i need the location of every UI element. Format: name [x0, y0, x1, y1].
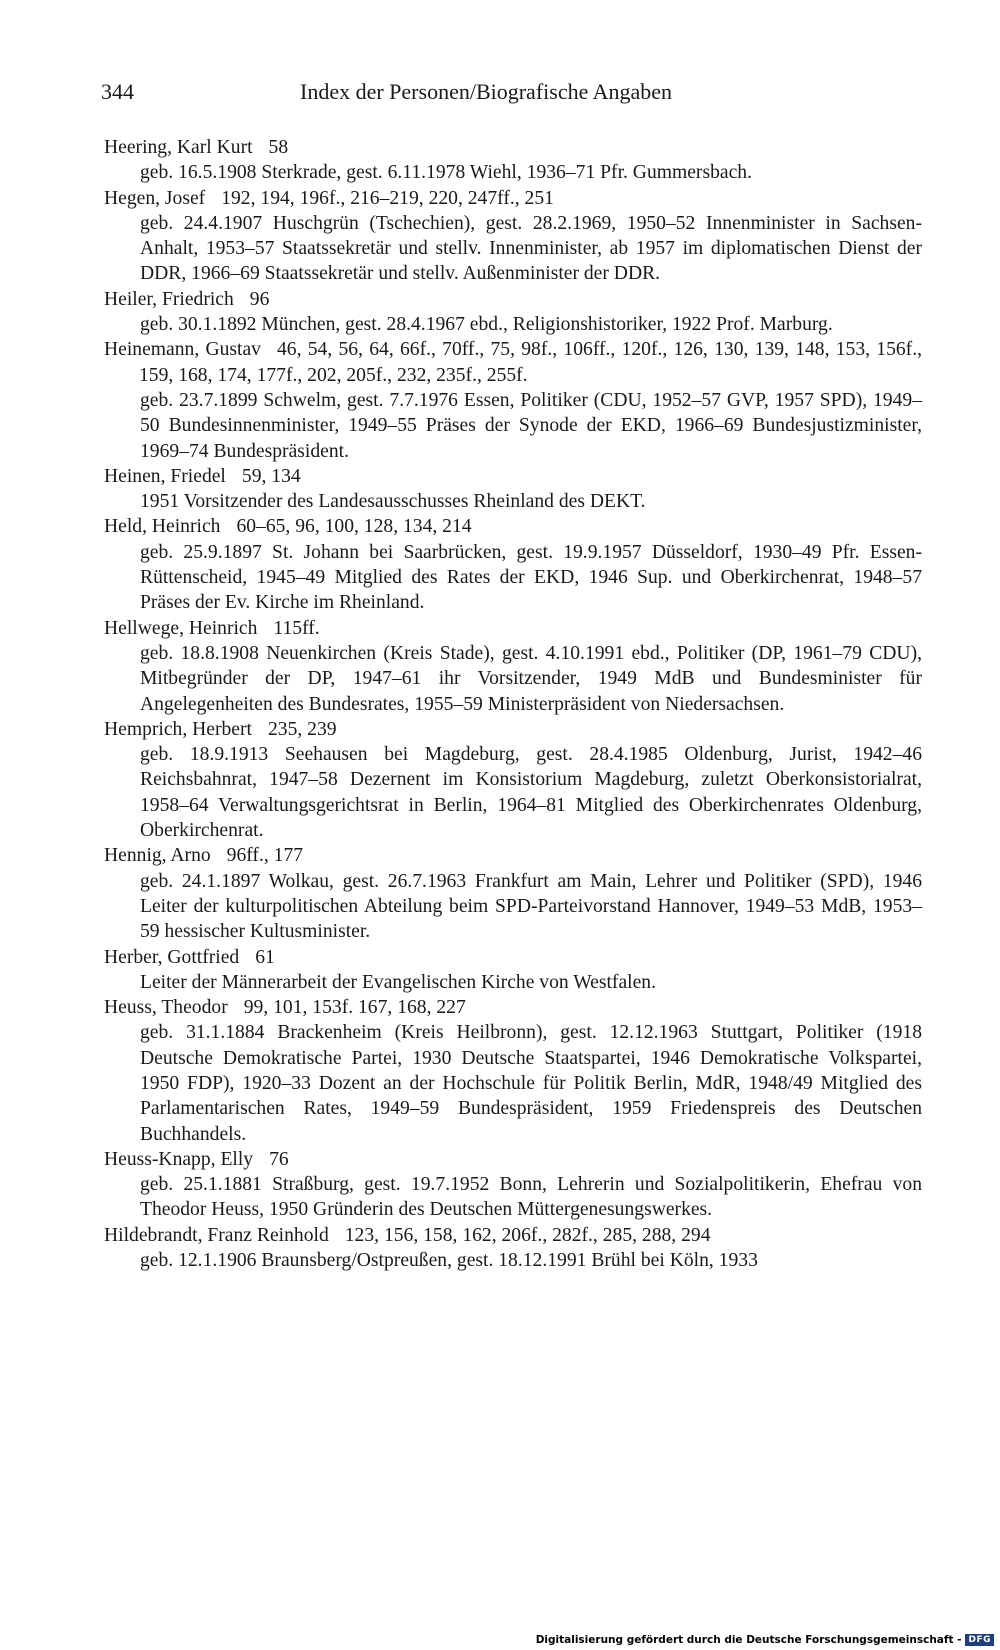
index-entry: [104, 514, 922, 615]
page-references: 60–65, 96, 100, 128, 134, 214: [236, 516, 472, 538]
biography: geb. 16.5.1908 Sterkrade, gest. 6.11.1978 Wiehl, 1936–71 Pfr. Gummersbach.: [140, 162, 752, 184]
entry-heading: [104, 616, 922, 641]
index-entry: [104, 337, 922, 463]
index-entry: [104, 843, 922, 944]
biography: geb. 25.9.1897 St. Johann bei Saarbrücken, gest. 19.9.1957 Düsseldorf, 1930–49 Pfr. Essen-Rüttenscheid, 1945–49 Mitglied des Rates der EKD, 1946 Sup. und Oberkirchenrat, 1948–57 Präses der Ev. Kirche im Rheinland.: [140, 541, 922, 614]
page-references: 235, 239: [267, 718, 337, 740]
person-name: Heinemann, Gustav: [104, 339, 261, 361]
page-references: 192, 194, 196f., 216–219, 220, 247ff., 251: [221, 187, 554, 209]
page-references: 96ff., 177: [226, 845, 304, 867]
footer-text: Digitalisierung gefördert durch die Deutsche Forschungsgemeinschaft -: [535, 1634, 962, 1646]
entry-heading: [104, 717, 922, 742]
page-references: 58: [268, 137, 289, 158]
person-name: Heering, Karl Kurt: [104, 137, 253, 158]
page-references: 123, 156, 158, 162, 206f., 282f., 285, 288, 294: [344, 1224, 711, 1246]
entry-heading: [104, 1223, 922, 1248]
page-references: 115ff.: [273, 617, 320, 639]
person-name: Heuss-Knapp, Elly: [104, 1148, 254, 1170]
biography: geb. 18.9.1913 Seehausen bei Magdeburg, gest. 28.4.1985 Oldenburg, Jurist, 1942–46 Reichsbahnrat, 1947–58 Dezernent im Konsistorium Magdeburg, zuletzt Oberkonsistorialrat, 1958–64 Verwaltungsgerichtsrat in Berlin, 1964–81 Mitglied des Oberkirchenrates Oldenburg, Oberkirchenrat.: [140, 744, 922, 842]
biography: geb. 25.1.1881 Straßburg, gest. 19.7.1952 Bonn, Lehrerin und Sozialpolitikerin, Ehefrau von Theodor Heuss, 1950 Gründerin des Deutschen Müttergenesungswerkes.: [140, 1174, 922, 1221]
person-name: Heuss, Theodor: [104, 997, 228, 1019]
page-references: 59, 134: [241, 465, 301, 487]
biography: geb. 24.1.1897 Wolkau, gest. 26.7.1963 Frankfurt am Main, Lehrer und Politiker (SPD), 1946 Leiter der kulturpolitischen Abteilung beim SPD-Parteivorstand Hannover, 1949–53 MdB, 1953–59 hessischer Kultusminister.: [140, 870, 922, 943]
index-entry: [104, 464, 922, 515]
person-name: Hellwege, Heinrich: [104, 617, 258, 639]
index-entry: [104, 1223, 922, 1274]
page-references: 46, 54, 56, 64, 66f., 70ff., 75, 98f., 106ff., 120f., 126, 130, 139, 148, 153, 156f., 159, 168, 174, 177f., 202, 205f., 232, 235f., 255f.: [139, 339, 922, 386]
entry-heading: [104, 995, 922, 1020]
index-entry: [104, 287, 922, 338]
page-references: 61: [255, 946, 275, 968]
biography: geb. 23.7.1899 Schwelm, gest. 7.7.1976 Essen, Politiker (CDU, 1952–57 GVP, 1957 SPD), 1949–50 Bundesinnenminister, 1949–55 Präses der Synode der EKD, 1966–69 Bundesjustizminister, 1969–74 Bundespräsident.: [140, 389, 922, 462]
entry-heading: [104, 464, 922, 489]
entry-heading: [104, 135, 922, 160]
biography: Leiter der Männerarbeit der Evangelischen Kirche von Westfalen.: [140, 971, 656, 993]
person-name: Hildebrandt, Franz Reinhold: [104, 1224, 329, 1246]
index-entry: [104, 186, 922, 287]
person-name: Herber, Gottfried: [104, 946, 240, 968]
entry-heading: [104, 337, 922, 388]
running-title: Index der Personen/Biografische Angaben: [300, 79, 673, 104]
entry-heading: [104, 1147, 922, 1172]
biography: geb. 30.1.1892 München, gest. 28.4.1967 ebd., Religionshistoriker, 1922 Prof. Marburg.: [140, 314, 833, 336]
person-name: Hennig, Arno: [104, 845, 211, 867]
index-entry: [104, 616, 922, 717]
index-entry: [104, 945, 922, 996]
person-name: Heiler, Friedrich: [104, 288, 234, 310]
index-entry: [104, 995, 922, 1147]
index-entry: [104, 1147, 922, 1223]
page-references: 96: [249, 288, 270, 310]
biography: geb. 24.4.1907 Huschgrün (Tschechien), gest. 28.2.1969, 1950–52 Innenminister in Sachsen-Anhalt, 1953–57 Staatssekretär und stellv. Innenminister, ab 1957 im diplomatischen Dienst der DDR, 1966–69 Staatssekretär und stellv. Außenminister der DDR.: [140, 212, 922, 285]
biography: 1951 Vorsitzender des Landesausschusses Rheinland des DEKT.: [140, 491, 646, 513]
person-name: Hemprich, Herbert: [104, 718, 252, 740]
person-name: Heinen, Friedel: [104, 465, 226, 487]
entry-heading: [104, 186, 922, 211]
entry-heading: [104, 945, 922, 970]
page-number: 344: [101, 79, 134, 104]
person-name: Hegen, Josef: [104, 187, 206, 209]
digitization-footer: [536, 1634, 994, 1646]
person-name: Held, Heinrich: [104, 516, 221, 538]
entry-heading: [104, 843, 922, 868]
page-references: 99, 101, 153f. 167, 168, 227: [243, 997, 466, 1019]
dfg-logo: DFG: [965, 1634, 994, 1646]
biography: geb. 18.8.1908 Neuenkirchen (Kreis Stade), gest. 4.10.1991 ebd., Politiker (DP, 1961–79 CDU), Mitbegründer der DP, 1947–61 ihr Vorsitzender, 1949 MdB und Bundesminister für Angelegenheiten des Bundesrates, 1955–59 Ministerpräsident von Niedersachsen.: [140, 642, 922, 715]
person-index: [104, 135, 922, 1273]
biography: geb. 12.1.1906 Braunsberg/Ostpreußen, gest. 18.12.1991 Brühl bei Köln, 1933: [140, 1250, 758, 1272]
entry-heading: [104, 287, 922, 312]
index-entry: [104, 135, 922, 186]
page-references: 76: [269, 1148, 289, 1170]
entry-heading: [104, 514, 922, 539]
biography: geb. 31.1.1884 Brackenheim (Kreis Heilbronn), gest. 12.12.1963 Stuttgart, Politiker (1918 Deutsche Demokratische Partei, 1930 Deutsche Staatspartei, 1946 Demokratische Volkspartei, 1950 FDP), 1920–33 Dozent an der Hochschule für Politik Berlin, MdR, 1948/49 Mitglied des Parlamentarischen Rates, 1949–59 Bundespräsident, 1959 Friedenspreis des Deutschen Buchhandels.: [140, 1022, 922, 1145]
index-entry: [104, 717, 922, 843]
